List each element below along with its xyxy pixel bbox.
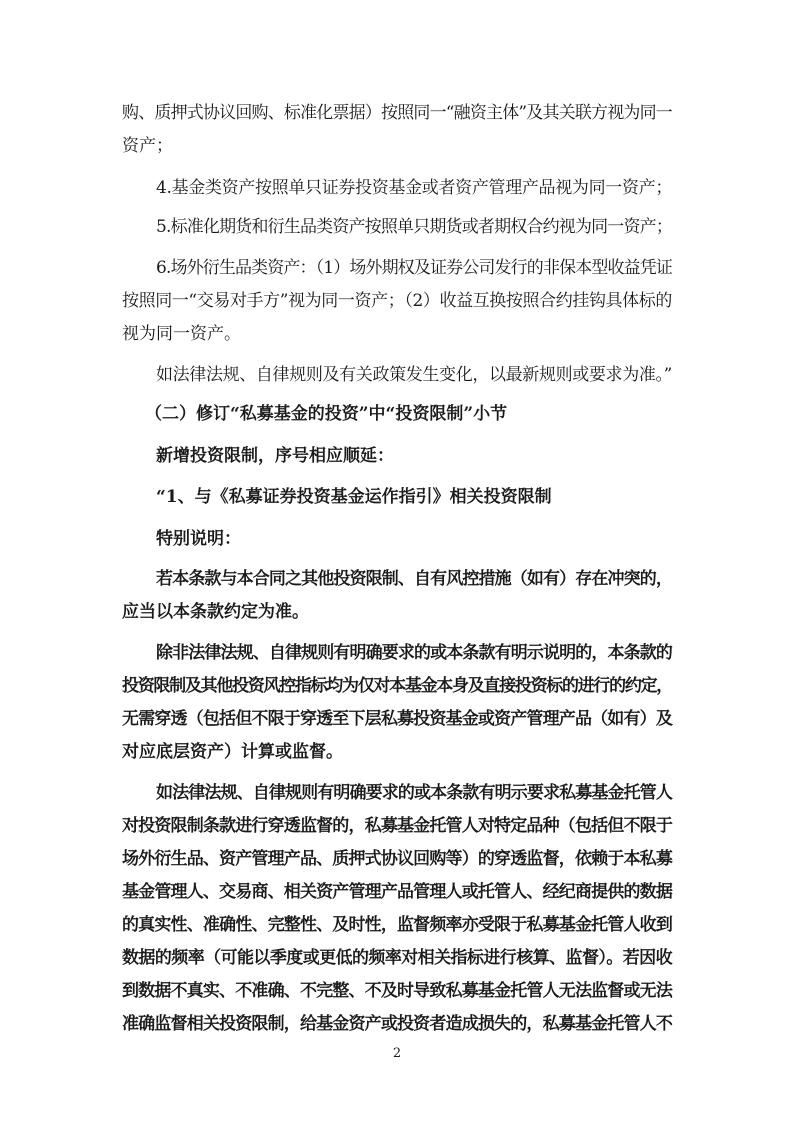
paragraph-12-line-3: 场外衍生品、资产管理产品、质押式协议回购等）的穿透监督，依赖于本私募 bbox=[122, 849, 672, 869]
paragraph-9-line-1: 特别说明： bbox=[156, 529, 241, 549]
paragraph-12-line-4: 基金管理人、交易商、相关资产管理产品管理人或托管人、经纪商提供的数据 bbox=[122, 882, 672, 902]
paragraph-8-line-1: “1、与《私募证券投资基金运作指引》相关投资限制 bbox=[156, 487, 552, 507]
paragraph-4-line-1: 6.场外衍生品类资产：（1）场外期权及证券公司发行的非保本型收益凭证 bbox=[156, 258, 672, 278]
paragraph-11-line-3: 无需穿透（包括但不限于穿透至下层私募投资基金或资产管理产品（如有）及 bbox=[122, 709, 672, 729]
paragraph-6-line-1: （二）修订“私募基金的投资”中“投资限制”小节 bbox=[145, 404, 508, 424]
paragraph-12-line-5: 的真实性、准确性、完整性、及时性，监督频率亦受限于私募基金托管人收到 bbox=[122, 915, 672, 935]
paragraph-12-line-6: 数据的频率（可能以季度或更低的频率对相关指标进行核算、监督）。若因收 bbox=[122, 948, 672, 968]
paragraph-7-line-1: 新增投资限制，序号相应顺延： bbox=[156, 446, 394, 466]
paragraph-4-line-2: 按照同一“交易对手方”视为同一资产；（2）收益互换按照合约挂钩具体标的 bbox=[122, 291, 672, 311]
paragraph-10-line-2: 应当以本条款约定为准。 bbox=[122, 602, 309, 622]
paragraph-12-line-7: 到数据不真实、不准确、不完整、不及时导致私募基金托管人无法监督或无法 bbox=[122, 981, 672, 1001]
paragraph-1-line-2: 资产； bbox=[122, 136, 173, 156]
paragraph-2-line-1: 4.基金类资产按照单只证券投资基金或者资产管理产品视为同一资产； bbox=[156, 178, 672, 198]
paragraph-10-line-1: 若本条款与本合同之其他投资限制、自有风控措施（如有）存在冲突的， bbox=[156, 569, 672, 589]
page-number: 2 bbox=[392, 1046, 402, 1061]
paragraph-11-line-1: 除非法律法规、自律规则有明确要求的或本条款有明示说明的，本条款的 bbox=[156, 643, 672, 663]
paragraph-12-line-8: 准确监督相关投资限制，给基金资产或投资者造成损失的，私募基金托管人不 bbox=[122, 1014, 672, 1034]
paragraph-12-line-1: 如法律法规、自律规则有明确要求的或本条款有明示要求私募基金托管人 bbox=[156, 783, 672, 803]
paragraph-3-line-1: 5.标准化期货和衍生品类资产按照单只期货或者期权合约视为同一资产； bbox=[156, 217, 672, 237]
paragraph-11-line-2: 投资限制及其他投资风控指标均为仅对本基金本身及直接投资标的进行的约定， bbox=[122, 676, 672, 696]
paragraph-4-line-3: 视为同一资产。 bbox=[122, 324, 241, 344]
paragraph-11-line-4: 对应底层资产）计算或监督。 bbox=[122, 742, 343, 762]
paragraph-1-line-1: 购、质押式协议回购、标准化票据）按照同一“融资主体”及其关联方视为同一 bbox=[122, 103, 672, 123]
paragraph-12-line-2: 对投资限制条款进行穿透监督的，私募基金托管人对特定品种（包括但不限于 bbox=[122, 816, 672, 836]
paragraph-5-line-1: 如法律法规、自律规则及有关政策发生变化，以最新规则或要求为准。” bbox=[156, 365, 672, 385]
